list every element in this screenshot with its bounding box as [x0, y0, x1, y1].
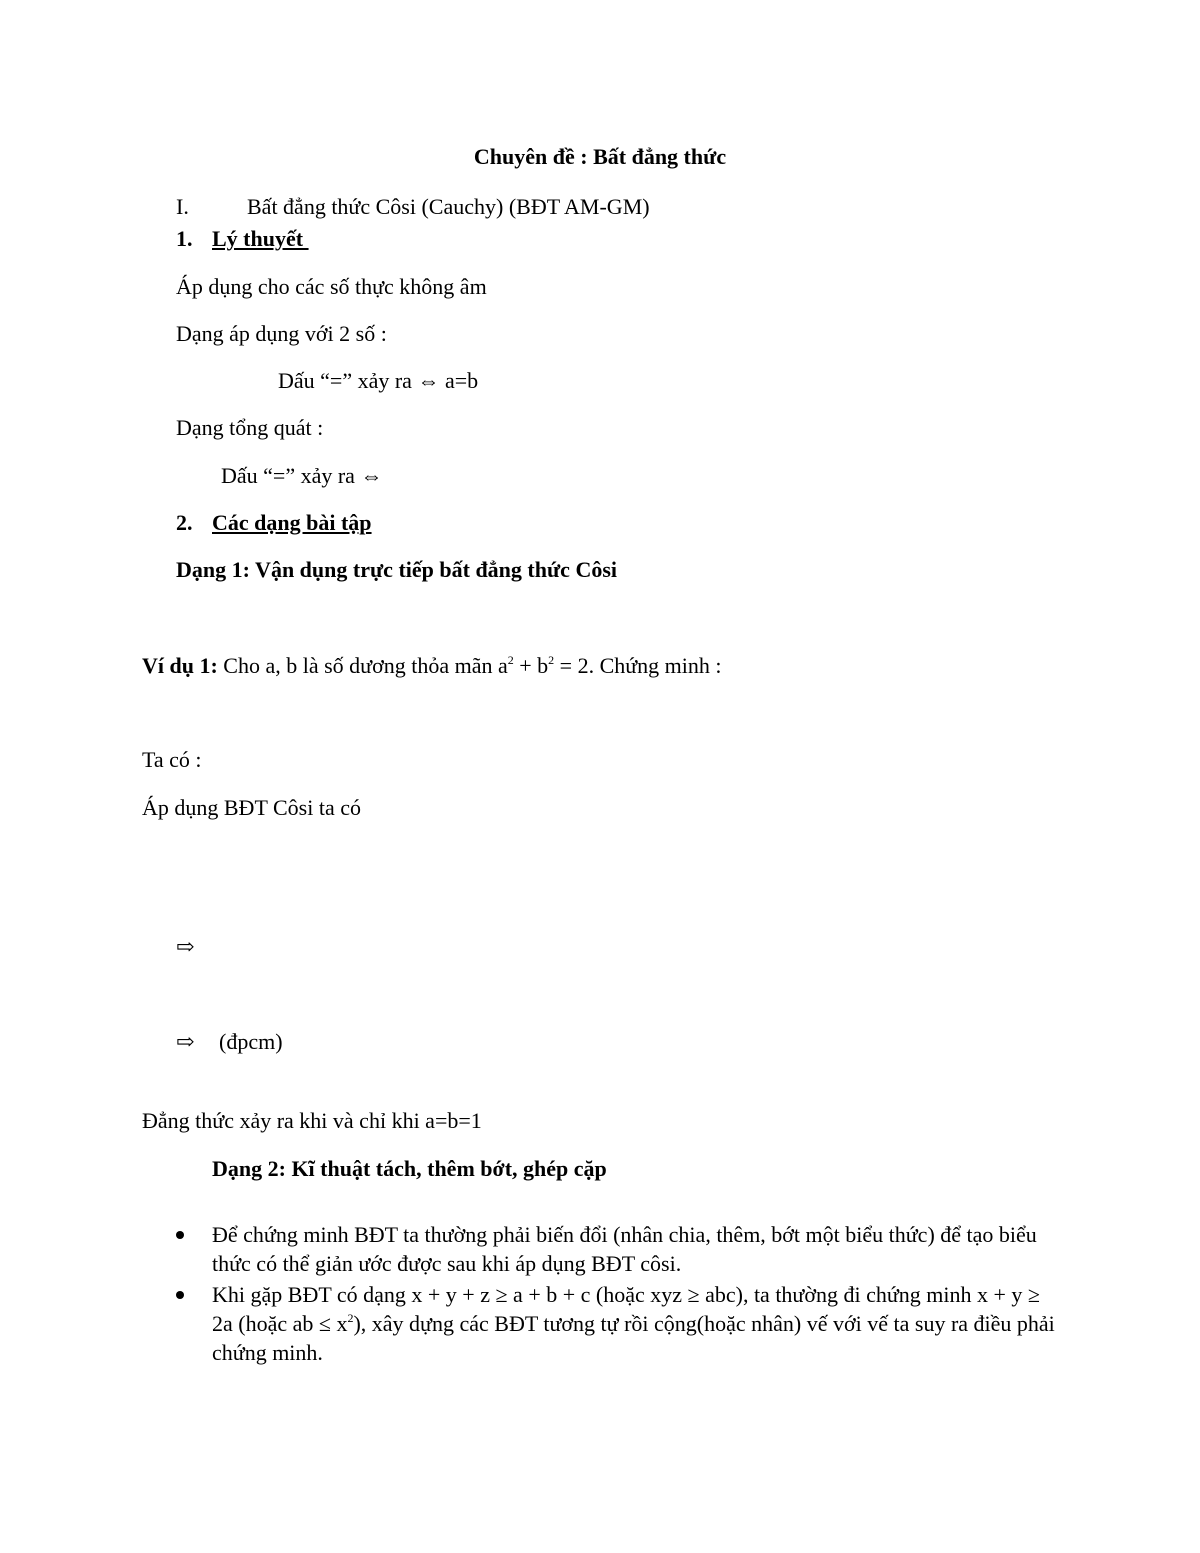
example1-apply: Áp dụng BĐT Côsi ta có	[142, 795, 361, 820]
bullet-icon	[176, 1291, 184, 1299]
theory-heading: Lý thuyết	[212, 226, 309, 251]
example1-exp1: 2	[507, 653, 514, 667]
example1-text-c: = 2. Chứng minh :	[554, 653, 722, 678]
page-title: Chuyên đề : Bất đẳng thức	[473, 144, 727, 169]
example1-we-have: Ta có :	[142, 747, 202, 772]
form1-heading: Dạng 1: Vận dụng trực tiếp bất đẳng thức Côsi	[176, 557, 617, 582]
list-item	[176, 1220, 1056, 1278]
form2-bullet-list	[176, 1220, 1056, 1369]
bullet-exp: 2	[347, 1311, 354, 1325]
exercises-heading: Các dạng bài tập	[212, 510, 372, 535]
section-heading: Bất đẳng thức Côsi (Cauchy) (BĐT AM-GM)	[247, 194, 650, 219]
example1-qed: (đpcm)	[219, 1029, 283, 1054]
theory-number: 1.	[176, 226, 193, 251]
example1-text-b: + b	[513, 653, 549, 678]
theory-applies: Áp dụng cho các số thực không âm	[176, 274, 487, 299]
form2-heading: Dạng 2: Kĩ thuật tách, thêm bớt, ghép cặp	[212, 1156, 607, 1181]
example1-equality: Đẳng thức xảy ra khi và chỉ khi a=b=1	[142, 1108, 482, 1133]
bullet-icon	[176, 1231, 184, 1239]
bullet-text-a: Khi gặp BĐT có dạng x + y + z ≥ a + b + c (hoặc xyz ≥ abc), ta thường đi chứng minh x + y ≥ 2a (hoặc ab ≤ x	[212, 1282, 1040, 1336]
theory-general: Dạng tổng quát :	[176, 415, 324, 440]
section-numeral: I.	[176, 194, 189, 219]
list-item	[176, 1280, 1056, 1367]
example1-label: Ví dụ 1:	[142, 653, 218, 678]
bullet-text-b: ), xây dựng các BĐT tương tự rồi cộng(hoặc nhân) vế với vế ta suy ra điều phải chứng minh.	[212, 1311, 1055, 1365]
theory-equality-general: Dấu “=” xảy ra ⇔	[221, 463, 383, 488]
example1-statement	[142, 655, 722, 677]
example1-exp2: 2	[548, 653, 555, 667]
implies-arrow-icon: ⇨	[176, 1029, 195, 1054]
implies-arrow-icon: ⇨	[176, 934, 195, 959]
bullet-text: Để chứng minh BĐT ta thường phải biến đổi (nhân chia, thêm, bớt một biểu thức) để tạo biểu thức có thể giản ước được sau khi áp dụng BĐT côsi.	[212, 1222, 1037, 1276]
theory-equality-two: Dấu “=” xảy ra ⇔ a=b	[278, 368, 479, 393]
exercises-number: 2.	[176, 510, 193, 535]
example1-text-a: Cho a, b là số dương thỏa mãn a	[217, 653, 508, 678]
theory-two-numbers: Dạng áp dụng với 2 số :	[176, 321, 387, 346]
